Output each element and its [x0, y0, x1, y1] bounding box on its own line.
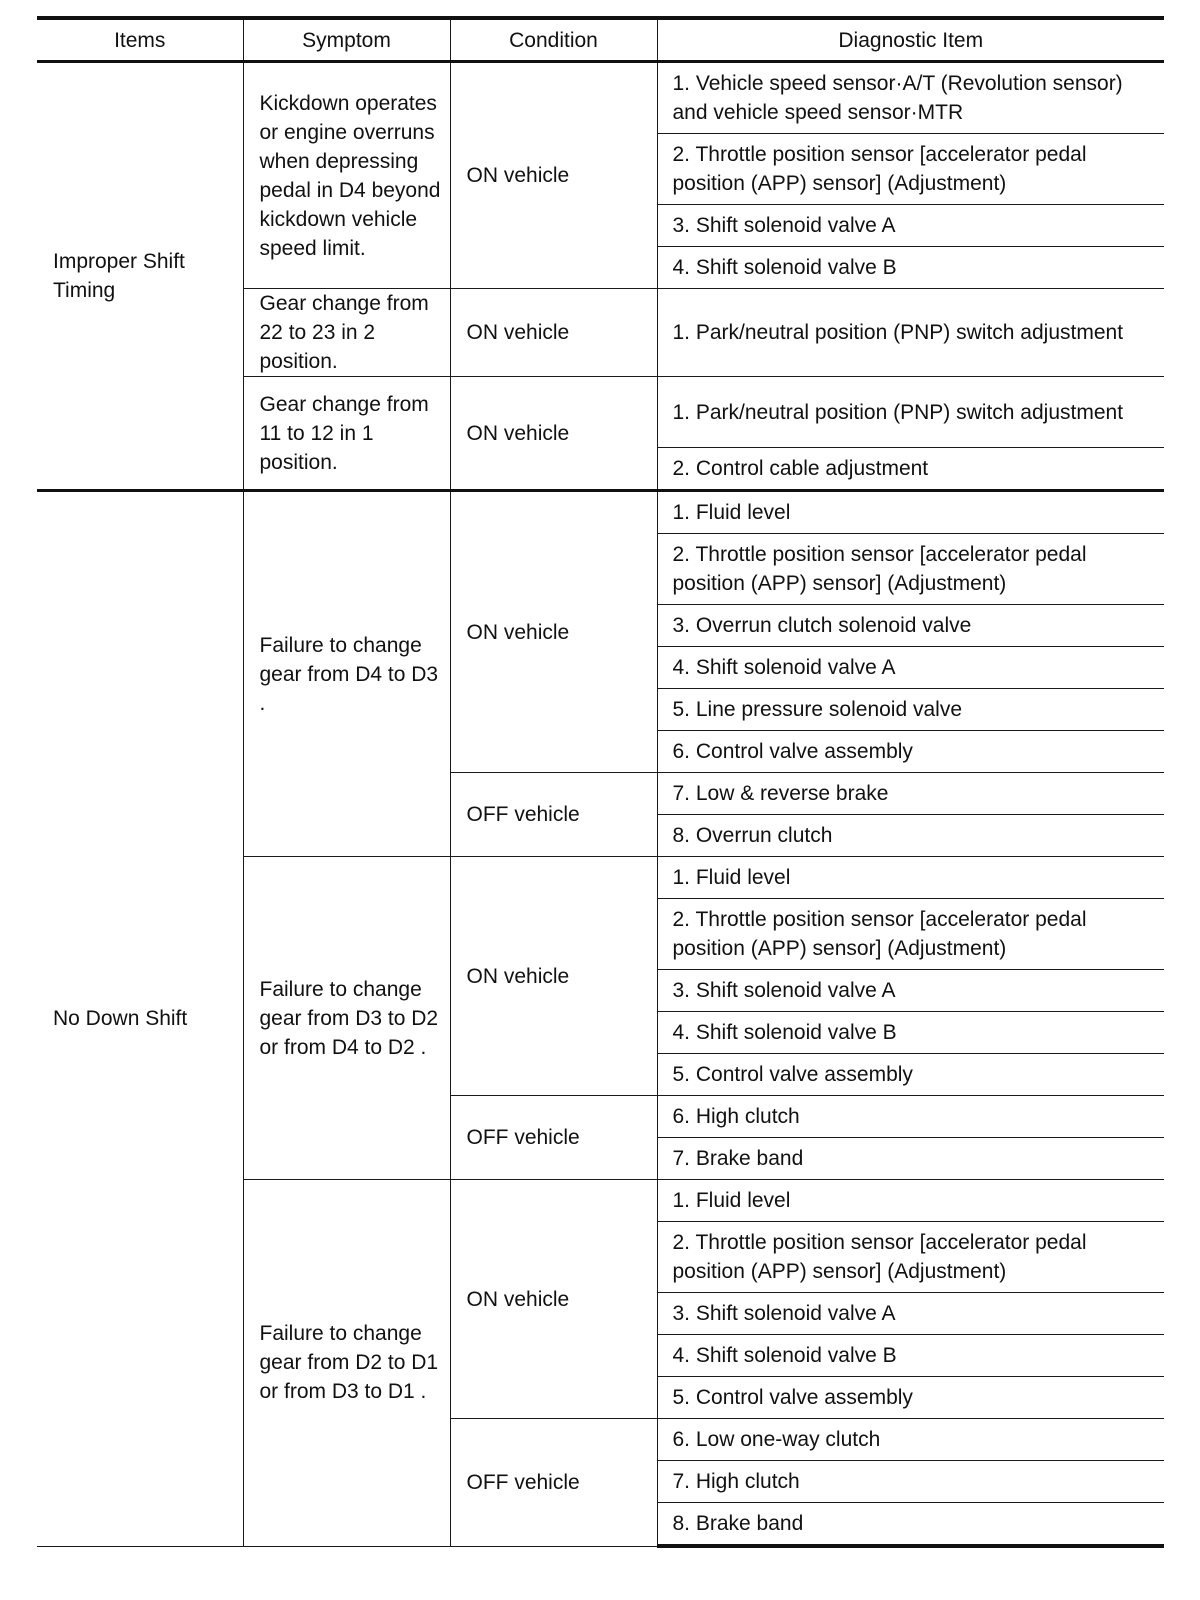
diagnostic-item: 5. Control valve assembly [657, 1054, 1164, 1096]
condition-cell: ON vehicle [450, 62, 657, 289]
diagnostic-item: 8. Overrun clutch [657, 815, 1164, 857]
condition-cell: ON vehicle [450, 289, 657, 377]
condition-cell: OFF vehicle [450, 1096, 657, 1180]
diagnostic-item: 1. Fluid level [657, 857, 1164, 899]
diagnostic-item: 5. Line pressure solenoid valve [657, 689, 1164, 731]
diagnostic-item: 8. Brake band [657, 1503, 1164, 1547]
diagnostic-item: 2. Throttle position sensor [accelerator pedal position (APP) sensor] (Adjustment) [657, 899, 1164, 970]
diagnostic-item: 1. Fluid level [657, 1180, 1164, 1222]
diagnostic-item: 5. Control valve assembly [657, 1377, 1164, 1419]
symptom-cell: Failure to change gear from D2 to D1 or from D3 to D1 . [243, 1180, 450, 1547]
diagnostic-item: 6. Low one-way clutch [657, 1419, 1164, 1461]
header-items: Items [37, 18, 243, 62]
diagnostic-item: 4. Shift solenoid valve B [657, 1012, 1164, 1054]
condition-cell: OFF vehicle [450, 1419, 657, 1547]
diagnostic-item: 1. Fluid level [657, 491, 1164, 534]
diagnostic-item: 3. Shift solenoid valve A [657, 205, 1164, 247]
table-body [37, 62, 1164, 1547]
diagnostic-item: 1. Park/neutral position (PNP) switch adjustment [657, 289, 1164, 377]
symptom-cell: Failure to change gear from D3 to D2 or from D4 to D2 . [243, 857, 450, 1180]
condition-cell: ON vehicle [450, 857, 657, 1096]
diagnostic-item: 7. Brake band [657, 1138, 1164, 1180]
symptom-cell: Gear change from 11 to 12 in 1 position. [243, 377, 450, 491]
diagnostic-item: 7. Low & reverse brake [657, 773, 1164, 815]
diagnostic-item: 2. Throttle position sensor [accelerator pedal position (APP) sensor] (Adjustment) [657, 1222, 1164, 1293]
diagnostic-item: 1. Park/neutral position (PNP) switch adjustment [657, 377, 1164, 448]
diagnostic-item: 4. Shift solenoid valve B [657, 1335, 1164, 1377]
header-diagnostic-item: Diagnostic Item [657, 18, 1164, 62]
diagnostic-item: 7. High clutch [657, 1461, 1164, 1503]
symptom-cell: Kickdown operates or engine overruns when depressing pedal in D4 beyond kickdown vehicle speed limit. [243, 62, 450, 289]
condition-cell: ON vehicle [450, 491, 657, 773]
diagnostic-item: 3. Shift solenoid valve A [657, 970, 1164, 1012]
diagnostic-document [37, 16, 1164, 1548]
table-row [37, 491, 1164, 534]
header-row [37, 18, 1164, 62]
diagnostic-item: 2. Throttle position sensor [accelerator pedal position (APP) sensor] (Adjustment) [657, 534, 1164, 605]
condition-cell: ON vehicle [450, 377, 657, 491]
diagnostic-item: 6. Control valve assembly [657, 731, 1164, 773]
table-row [37, 62, 1164, 134]
item-cell: No Down Shift [37, 491, 243, 1547]
diagnostic-item: 6. High clutch [657, 1096, 1164, 1138]
condition-cell: OFF vehicle [450, 773, 657, 857]
header-condition: Condition [450, 18, 657, 62]
diagnostic-table [37, 16, 1164, 1548]
diagnostic-item: 2. Control cable adjustment [657, 448, 1164, 491]
diagnostic-item: 4. Shift solenoid valve A [657, 647, 1164, 689]
diagnostic-item: 1. Vehicle speed sensor·A/T (Revolution sensor) and vehicle speed sensor·MTR [657, 62, 1164, 134]
diagnostic-item: 3. Overrun clutch solenoid valve [657, 605, 1164, 647]
diagnostic-item: 3. Shift solenoid valve A [657, 1293, 1164, 1335]
condition-cell: ON vehicle [450, 1180, 657, 1419]
diagnostic-item: 2. Throttle position sensor [accelerator pedal position (APP) sensor] (Adjustment) [657, 134, 1164, 205]
item-cell: Improper Shift Timing [37, 62, 243, 491]
symptom-cell: Gear change from 22 to 23 in 2 position. [243, 289, 450, 377]
header-symptom: Symptom [243, 18, 450, 62]
symptom-cell: Failure to change gear from D4 to D3 . [243, 491, 450, 857]
diagnostic-item: 4. Shift solenoid valve B [657, 247, 1164, 289]
